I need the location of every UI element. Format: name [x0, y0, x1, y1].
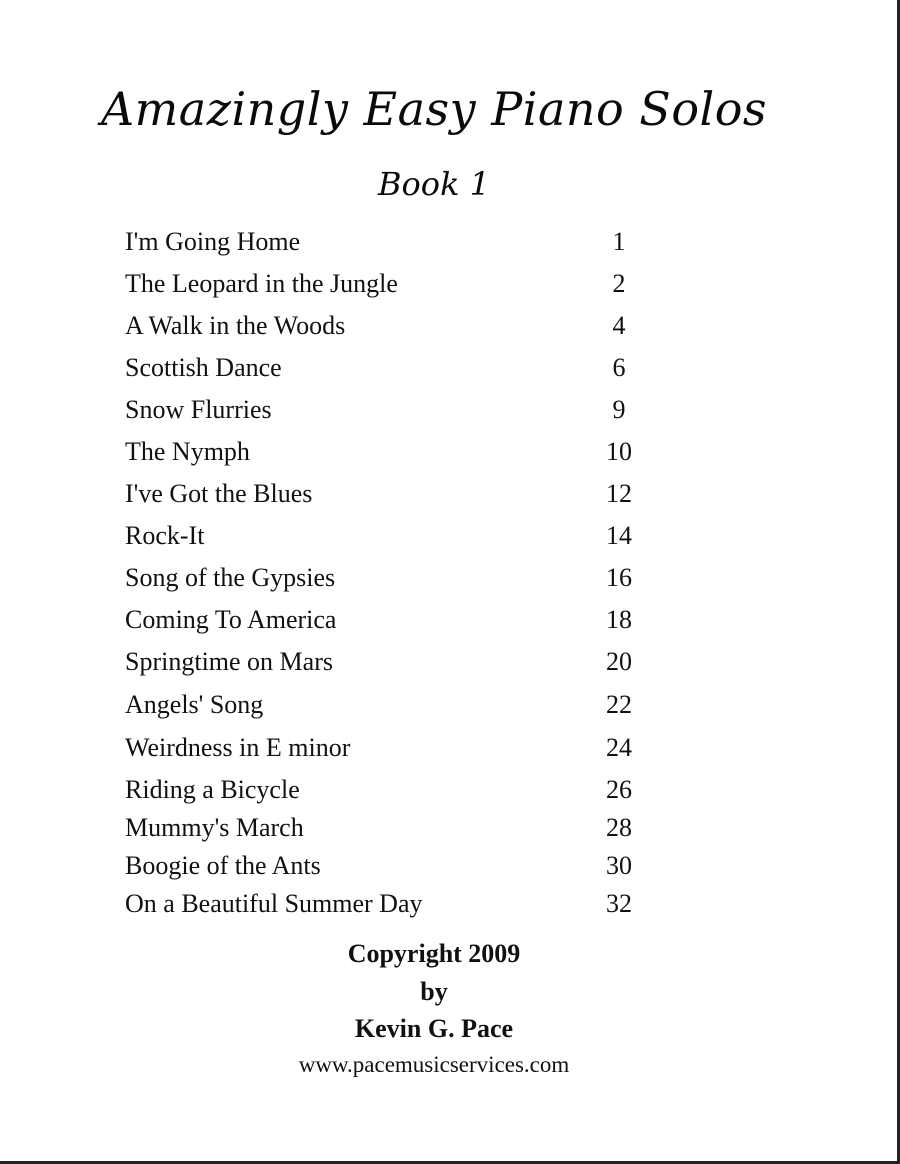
page-subtitle: Book 1: [378, 165, 490, 203]
toc-page: 26: [606, 775, 632, 804]
toc-row: [0, 811, 900, 845]
toc-page: 1: [612, 227, 626, 256]
toc-page: 14: [606, 521, 632, 550]
toc-page: 24: [606, 733, 632, 762]
toc-title: The Nymph: [125, 437, 250, 466]
toc-row: [0, 267, 900, 301]
toc-page: 30: [606, 851, 632, 880]
toc-row: [0, 849, 900, 883]
toc-row: [0, 887, 900, 921]
toc-title: Weirdness in E minor: [125, 733, 351, 762]
toc-title: Snow Flurries: [125, 395, 272, 424]
toc-row: [0, 225, 900, 259]
toc-page: 20: [606, 647, 632, 676]
toc-page: 16: [606, 563, 632, 592]
author-name: Kevin G. Pace: [354, 1014, 514, 1043]
toc-page: 22: [606, 690, 632, 719]
toc-title: Coming To America: [125, 605, 337, 634]
toc-title: Riding a Bicycle: [125, 775, 300, 804]
page-title: Amazingly Easy Piano Solos: [100, 82, 768, 136]
toc-row: [0, 519, 900, 553]
toc-row: [0, 309, 900, 343]
toc-row: [0, 731, 900, 765]
toc-title: A Walk in the Woods: [125, 311, 346, 340]
toc-page: 18: [606, 605, 632, 634]
toc-title: The Leopard in the Jungle: [125, 269, 398, 298]
by-line: by: [420, 977, 448, 1006]
toc-row: [0, 688, 900, 722]
toc-title: Springtime on Mars: [125, 647, 333, 676]
toc-title: Angels' Song: [125, 690, 264, 719]
toc-row: [0, 435, 900, 469]
toc-title: Song of the Gypsies: [125, 563, 336, 592]
toc-title: Scottish Dance: [125, 353, 282, 382]
toc-row: [0, 603, 900, 637]
website-url: www.pacemusicservices.com: [298, 1052, 570, 1077]
toc-page: 12: [606, 479, 632, 508]
toc-page: 9: [612, 395, 626, 424]
toc-page: 4: [612, 311, 626, 340]
toc-row: [0, 561, 900, 595]
toc-title: Rock-It: [125, 521, 205, 550]
toc-page: 10: [606, 437, 632, 466]
toc-row: [0, 477, 900, 511]
toc-row: [0, 645, 900, 679]
toc-page: 2: [612, 269, 626, 298]
toc-row: [0, 351, 900, 385]
toc-title: I'm Going Home: [125, 227, 301, 256]
toc-title: Boogie of the Ants: [125, 851, 321, 880]
toc-title: On a Beautiful Summer Day: [125, 889, 423, 918]
toc-title: I've Got the Blues: [125, 479, 313, 508]
toc-row: [0, 393, 900, 427]
copyright-notice: Copyright 2009: [347, 939, 521, 968]
toc-page: 32: [606, 889, 632, 918]
toc-title: Mummy's March: [125, 813, 304, 842]
toc-row: [0, 773, 900, 807]
toc-page: 28: [606, 813, 632, 842]
toc-page: 6: [612, 353, 626, 382]
